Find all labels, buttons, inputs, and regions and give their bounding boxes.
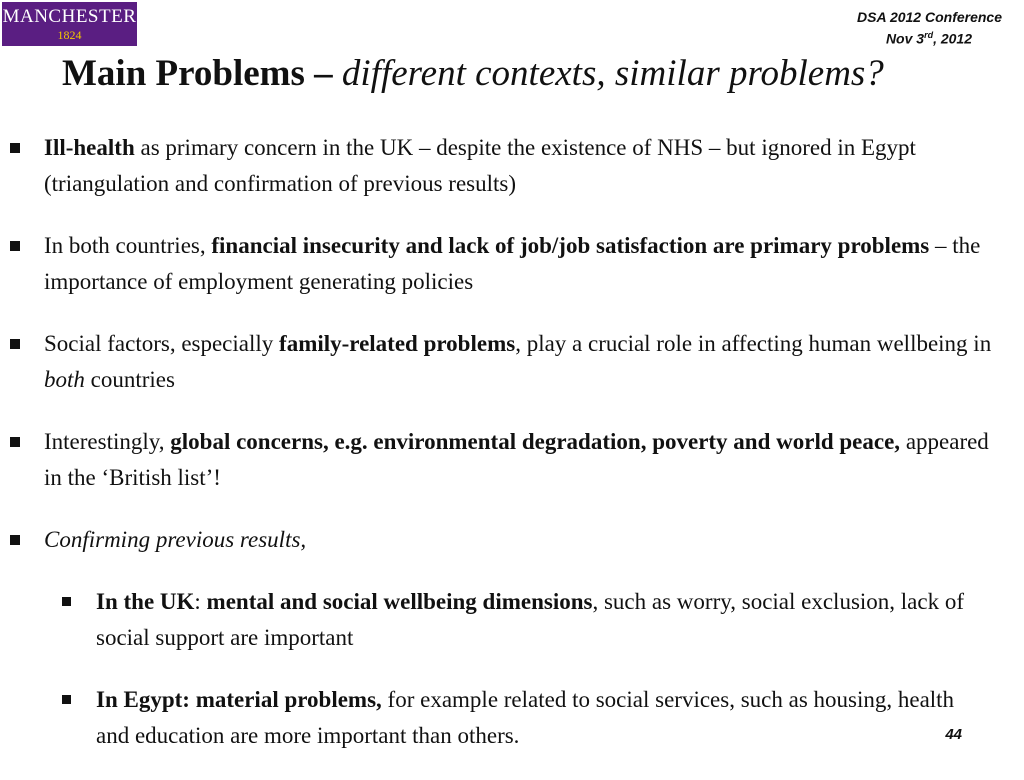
sub-bullet-item: [0, 584, 1024, 656]
bullet-bold: In Egypt: material problems,: [96, 687, 382, 712]
conference-line1: DSA 2012 Conference: [857, 9, 1002, 25]
bullet-text: Social factors, especially: [44, 331, 280, 356]
square-bullet-icon: [10, 437, 20, 447]
square-bullet-icon: [10, 339, 20, 349]
bullet-italic: both: [44, 367, 85, 392]
bullet-bold: family-related problems: [279, 331, 516, 356]
square-bullet-icon: [62, 695, 71, 704]
square-bullet-icon: [10, 241, 20, 251]
bullet-text: , play a crucial role in affecting human wellbeing in: [515, 331, 992, 356]
bullet-bold: financial insecurity and lack of job/job satisfaction are primary problems: [211, 233, 930, 258]
bullet-text: – the importance of employment generating policies: [44, 233, 981, 294]
bullet-text: appeared in the ‘British list’!: [44, 429, 989, 490]
square-bullet-icon: [10, 535, 20, 545]
bullet-text: as primary concern in the UK – despite the existence of NHS – but ignored in Egypt (triangulation and confirmation of previous results): [44, 135, 916, 196]
bullet-text: for example related to social services, such as housing, health and education are more important than others.: [96, 687, 955, 748]
bullet-text: In both countries,: [44, 233, 212, 258]
logo-name: MANCHESTER: [2, 6, 137, 27]
bullet-text: , such as worry, social exclusion, lack of social support are important: [96, 589, 964, 650]
title-main: Main Problems –: [62, 53, 342, 94]
bullet-bold: mental and social wellbeing dimensions: [206, 589, 593, 614]
bullet-item: [0, 130, 1024, 202]
logo-year: 1824: [57, 28, 82, 42]
sub-bullet-item: [0, 682, 1024, 754]
conference-date-pre: Nov 3: [885, 30, 925, 47]
conference-date-sup: rd: [924, 30, 934, 40]
conference-date-post: , 2012: [933, 30, 972, 47]
bullet-item: [0, 522, 1024, 558]
conference-line2: [857, 26, 972, 48]
bullet-text: countries: [84, 367, 175, 392]
conference-label: [857, 8, 1002, 48]
bullet-bold: In the UK: [96, 589, 195, 614]
slide-title: [62, 52, 884, 96]
manchester-logo: [2, 2, 137, 46]
bullet-text: :: [194, 589, 207, 614]
square-bullet-icon: [62, 597, 71, 606]
bullet-bold: global concerns, e.g. environmental degradation, poverty and world peace,: [170, 429, 901, 454]
bullet-list: [0, 130, 1024, 780]
bullet-item: [0, 424, 1024, 496]
bullet-item: [0, 326, 1024, 398]
title-subtitle: different contexts, similar problems?: [341, 53, 884, 94]
bullet-bold: Ill-health: [44, 135, 135, 160]
page-number: 44: [945, 726, 962, 743]
bullet-text: Interestingly,: [44, 429, 171, 454]
bullet-italic: Confirming previous results,: [44, 527, 307, 552]
bullet-item: [0, 228, 1024, 300]
square-bullet-icon: [10, 143, 20, 153]
